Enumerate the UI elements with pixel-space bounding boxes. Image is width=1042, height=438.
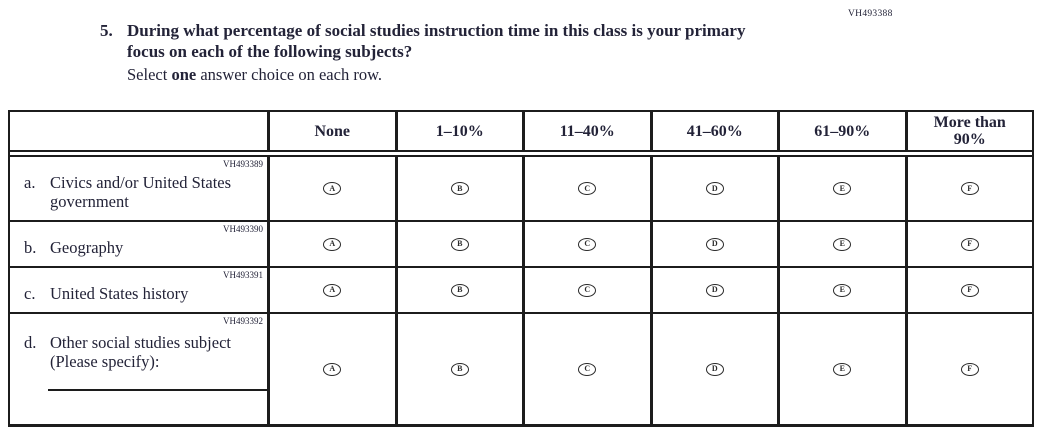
row-b-option-11-40-cell[interactable] xyxy=(522,222,650,266)
row-a-option-61-90-cell[interactable] xyxy=(777,157,905,220)
row-a-item-code: VH493389 xyxy=(223,159,263,169)
row-b-bubble-d[interactable]: D xyxy=(706,238,724,251)
row-d-bubble-f[interactable]: F xyxy=(961,363,979,376)
row-b-option-more-90-cell[interactable] xyxy=(905,222,1033,266)
column-header-41-60: 41–60% xyxy=(650,112,778,150)
row-b-option-41-60-cell[interactable] xyxy=(650,222,778,266)
row-b-label xyxy=(10,238,267,257)
row-b-item-code: VH493390 xyxy=(223,224,263,234)
row-a-bubble-d[interactable]: D xyxy=(706,182,724,195)
row-a-bubble-f[interactable]: F xyxy=(961,182,979,195)
row-c-bubble-a[interactable]: A xyxy=(323,284,341,297)
row-d-option-11-40-cell[interactable] xyxy=(522,314,650,424)
row-d-label xyxy=(10,333,267,371)
column-header-more-90: More than 90% xyxy=(905,112,1033,150)
instruction-bold-word: one xyxy=(171,65,197,84)
row-b-bubble-f[interactable]: F xyxy=(961,238,979,251)
instruction-text xyxy=(127,65,382,85)
row-c-bubble-e[interactable]: E xyxy=(833,284,851,297)
row-c-option-61-90-cell[interactable] xyxy=(777,268,905,312)
row-d-bubble-e[interactable]: E xyxy=(833,363,851,376)
row-a-option-none-cell[interactable] xyxy=(267,157,395,220)
row-b-label-text: Geography xyxy=(50,238,124,257)
table-row-b xyxy=(10,220,1032,266)
table-row-d xyxy=(10,312,1032,424)
instruction-prefix: Select xyxy=(127,65,172,84)
row-c-option-1-10-cell[interactable] xyxy=(395,268,523,312)
question-text xyxy=(127,20,745,62)
row-b-option-61-90-cell[interactable] xyxy=(777,222,905,266)
column-header-11-40: 11–40% xyxy=(522,112,650,150)
row-d-marker: d. xyxy=(24,333,37,352)
row-a-label-cell xyxy=(10,157,267,220)
row-c-label-cell xyxy=(10,268,267,312)
instruction-suffix: answer choice on each row. xyxy=(196,65,383,84)
row-a-marker: a. xyxy=(24,173,36,192)
column-header-1-10: 1–10% xyxy=(395,112,523,150)
row-c-option-none-cell[interactable] xyxy=(267,268,395,312)
question-line-2: focus on each of the following subjects? xyxy=(127,42,413,61)
row-a-label-text: Civics and/or United States government xyxy=(50,173,232,211)
row-c-marker: c. xyxy=(24,284,36,303)
row-d-option-more-90-cell[interactable] xyxy=(905,314,1033,424)
row-b-bubble-c[interactable]: C xyxy=(578,238,596,251)
row-b-label-cell xyxy=(10,222,267,266)
row-c-option-41-60-cell[interactable] xyxy=(650,268,778,312)
row-a-bubble-b[interactable]: B xyxy=(451,182,469,195)
row-d-item-code: VH493392 xyxy=(223,316,263,326)
row-b-bubble-a[interactable]: A xyxy=(323,238,341,251)
row-a-bubble-c[interactable]: C xyxy=(578,182,596,195)
row-b-bubble-e[interactable]: E xyxy=(833,238,851,251)
row-a-option-more-90-cell[interactable] xyxy=(905,157,1033,220)
row-a-option-1-10-cell[interactable] xyxy=(395,157,523,220)
row-d-bubble-c[interactable]: C xyxy=(578,363,596,376)
question-number: 5. xyxy=(100,21,113,40)
row-c-bubble-b[interactable]: B xyxy=(451,284,469,297)
row-a-option-11-40-cell[interactable] xyxy=(522,157,650,220)
column-header-none: None xyxy=(267,112,395,150)
question-line-1: During what percentage of social studies instruction time in this class is your primary xyxy=(127,21,746,40)
write-in-blank-line[interactable] xyxy=(48,389,267,391)
question-block xyxy=(100,20,840,62)
table-row-a xyxy=(10,157,1032,220)
row-c-bubble-f[interactable]: F xyxy=(961,284,979,297)
row-c-item-code: VH493391 xyxy=(223,270,263,280)
table-header-row xyxy=(10,112,1032,157)
row-d-option-none-cell[interactable] xyxy=(267,314,395,424)
header-empty-cell xyxy=(10,112,267,150)
row-a-bubble-a[interactable]: A xyxy=(323,182,341,195)
row-c-label xyxy=(10,284,267,303)
row-d-label-cell xyxy=(10,314,267,424)
row-b-marker: b. xyxy=(24,238,37,257)
row-c-bubble-d[interactable]: D xyxy=(706,284,724,297)
row-c-bubble-c[interactable]: C xyxy=(578,284,596,297)
row-b-bubble-b[interactable]: B xyxy=(451,238,469,251)
row-c-option-more-90-cell[interactable] xyxy=(905,268,1033,312)
row-d-bubble-a[interactable]: A xyxy=(323,363,341,376)
row-d-label-text: Other social studies subject (Please specify): xyxy=(50,333,232,371)
table-row-c xyxy=(10,266,1032,312)
row-a-label xyxy=(10,173,267,211)
row-d-bubble-b[interactable]: B xyxy=(451,363,469,376)
row-d-option-61-90-cell[interactable] xyxy=(777,314,905,424)
row-a-option-41-60-cell[interactable] xyxy=(650,157,778,220)
row-b-option-1-10-cell[interactable] xyxy=(395,222,523,266)
row-b-option-none-cell[interactable] xyxy=(267,222,395,266)
form-code: VH493388 xyxy=(848,9,893,19)
row-d-option-1-10-cell[interactable] xyxy=(395,314,523,424)
row-a-bubble-e[interactable]: E xyxy=(833,182,851,195)
row-c-label-text: United States history xyxy=(50,284,189,303)
answer-matrix-table xyxy=(8,110,1034,427)
row-d-option-41-60-cell[interactable] xyxy=(650,314,778,424)
column-header-61-90: 61–90% xyxy=(777,112,905,150)
row-c-option-11-40-cell[interactable] xyxy=(522,268,650,312)
row-d-bubble-d[interactable]: D xyxy=(706,363,724,376)
